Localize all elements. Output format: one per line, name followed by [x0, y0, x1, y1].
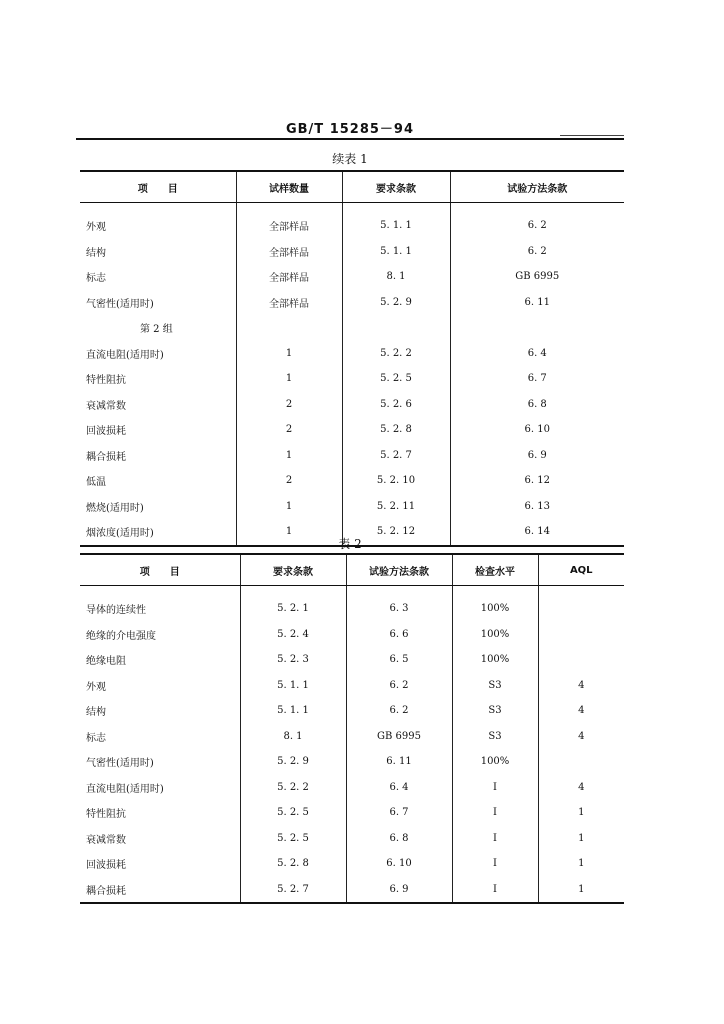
- table-2: [80, 553, 624, 904]
- cell-inspection-level: I: [452, 877, 538, 904]
- cell-test-method: 6. 9: [346, 877, 452, 904]
- cell-aql: [538, 647, 624, 673]
- spacer-cell: [240, 586, 346, 597]
- cell-test-method: 6. 3: [346, 596, 452, 622]
- table-row: [80, 800, 624, 826]
- table1-col-requirement: 要求条款: [342, 171, 450, 203]
- cell-test-method: 6. 11: [450, 290, 624, 316]
- cell-test-method: 6. 10: [450, 417, 624, 443]
- cell-inspection-level: 100%: [452, 749, 538, 775]
- cell-requirement: 5. 2. 8: [240, 851, 346, 877]
- spacer-cell: [80, 203, 236, 214]
- table-row: [80, 213, 624, 239]
- cell-item: 标志: [86, 732, 106, 744]
- cell-requirement: 8. 1: [240, 724, 346, 750]
- cell-item: 导体的连续性: [86, 605, 146, 617]
- table-row: [80, 826, 624, 852]
- table-row: [80, 468, 624, 494]
- table-1: [80, 170, 624, 547]
- table-row: [80, 290, 624, 316]
- header-rule-thin: [560, 135, 624, 136]
- cell-requirement: 5. 1. 1: [240, 673, 346, 699]
- cell-inspection-level: I: [452, 826, 538, 852]
- table1-header-row: [80, 171, 624, 203]
- cell-aql: 1: [538, 800, 624, 826]
- cell-item: 标志: [86, 273, 106, 285]
- cell-requirement: 5. 1. 1: [342, 213, 450, 239]
- cell-item: 衰减常数: [86, 834, 126, 846]
- table-row: [80, 341, 624, 367]
- cell-requirement: 5. 2. 6: [342, 392, 450, 418]
- cell-item: 气密性(适用时): [86, 298, 154, 310]
- cell-inspection-level: 100%: [452, 622, 538, 648]
- cell-test-method: 6. 2: [450, 213, 624, 239]
- cell-sample-qty: 2: [236, 392, 342, 418]
- cell-sample-qty: 1: [236, 341, 342, 367]
- table-row: [80, 366, 624, 392]
- cell-inspection-level: I: [452, 775, 538, 801]
- cell-inspection-level: S3: [452, 724, 538, 750]
- cell-test-method: 6. 4: [346, 775, 452, 801]
- table-row: [80, 596, 624, 622]
- table2-col-item: 项 目: [80, 554, 240, 586]
- row-spacer: [80, 203, 624, 214]
- cell-requirement: 5. 2. 8: [342, 417, 450, 443]
- table1-caption: 续表 1: [332, 152, 368, 166]
- table2-col-requirement: 要求条款: [240, 554, 346, 586]
- header-rule: [76, 138, 624, 140]
- table-row: [80, 749, 624, 775]
- cell-test-method: 6. 13: [450, 494, 624, 520]
- table2-col-inspection-level: 检查水平: [452, 554, 538, 586]
- cell-inspection-level: 100%: [452, 647, 538, 673]
- cell-item: 烟浓度(适用时): [80, 519, 236, 546]
- spacer-cell: [450, 203, 624, 214]
- cell-item: 特性阻抗: [86, 375, 126, 387]
- cell-item: 结构: [86, 707, 106, 719]
- cell-aql: 1: [538, 877, 624, 904]
- cell-sample-qty: 2: [236, 468, 342, 494]
- cell-test-method: 6. 8: [450, 392, 624, 418]
- cell-requirement: [342, 315, 450, 341]
- table-row: [80, 494, 624, 520]
- table-row: [80, 315, 624, 341]
- table2-col-test-method: 试验方法条款: [346, 554, 452, 586]
- cell-sample-qty: 1: [236, 443, 342, 469]
- cell-sample-qty: 全部样品: [236, 213, 342, 239]
- table1-col-item: 项 目: [80, 171, 236, 203]
- cell-aql: [538, 596, 624, 622]
- cell-aql: 4: [538, 775, 624, 801]
- cell-item: 直流电阻(适用时): [86, 783, 164, 795]
- table2-header-row: [80, 554, 624, 586]
- table1-col-sample-qty: 试样数量: [236, 171, 342, 203]
- cell-inspection-level: S3: [452, 698, 538, 724]
- cell-requirement: 5. 2. 9: [240, 749, 346, 775]
- spacer-cell: [452, 586, 538, 597]
- cell-test-method: 6. 7: [450, 366, 624, 392]
- cell-requirement: 5. 2. 10: [342, 468, 450, 494]
- table-row: [80, 724, 624, 750]
- cell-requirement: 5. 2. 5: [342, 366, 450, 392]
- table2-caption: 表 2: [338, 537, 362, 551]
- cell-test-method: 6. 7: [346, 800, 452, 826]
- standard-number: GB/T 15285－94: [285, 122, 415, 137]
- cell-aql: [538, 749, 624, 775]
- cell-item: 绝缘电阻: [86, 656, 126, 668]
- cell-requirement: 5. 2. 2: [342, 341, 450, 367]
- cell-requirement: 5. 2. 7: [342, 443, 450, 469]
- cell-item: 特性阻抗: [86, 809, 126, 821]
- table-row: [80, 622, 624, 648]
- spacer-cell: [80, 586, 240, 597]
- cell-inspection-level: S3: [452, 673, 538, 699]
- cell-sample-qty: 2: [236, 417, 342, 443]
- cell-inspection-level: I: [452, 800, 538, 826]
- cell-item: 外观: [86, 222, 106, 234]
- cell-requirement: 5. 2. 1: [240, 596, 346, 622]
- cell-sample-qty: 全部样品: [236, 290, 342, 316]
- cell-requirement: 5. 2. 7: [240, 877, 346, 904]
- cell-requirement: 5. 2. 2: [240, 775, 346, 801]
- cell-aql: 4: [538, 698, 624, 724]
- table-row: [80, 392, 624, 418]
- table-row: [80, 775, 624, 801]
- cell-sample-qty: 1: [236, 494, 342, 520]
- table-row: [80, 877, 624, 904]
- cell-test-method: 6. 6: [346, 622, 452, 648]
- table-row: [80, 239, 624, 265]
- cell-test-method: 6. 2: [346, 673, 452, 699]
- cell-sample-qty: 1: [236, 519, 342, 546]
- spacer-cell: [538, 586, 624, 597]
- cell-test-method: 6. 12: [450, 468, 624, 494]
- cell-test-method: 6. 2: [346, 698, 452, 724]
- cell-requirement: 5. 2. 11: [342, 494, 450, 520]
- row-spacer: [80, 586, 624, 597]
- spacer-cell: [342, 203, 450, 214]
- group-label: 第 2 组: [140, 324, 173, 336]
- cell-item: 衰减常数: [86, 400, 126, 412]
- cell-aql: 4: [538, 724, 624, 750]
- table1-col-test-method: 试验方法条款: [450, 171, 624, 203]
- table-row: [80, 698, 624, 724]
- cell-item: 外观: [86, 681, 106, 693]
- cell-item: 绝缘的介电强度: [86, 630, 156, 642]
- cell-test-method: 6. 5: [346, 647, 452, 673]
- cell-requirement: 5. 2. 5: [240, 800, 346, 826]
- table-row: [80, 417, 624, 443]
- cell-aql: 1: [538, 851, 624, 877]
- cell-sample-qty: 全部样品: [236, 239, 342, 265]
- cell-requirement: 5. 2. 5: [240, 826, 346, 852]
- cell-requirement: 5. 2. 9: [342, 290, 450, 316]
- cell-aql: [538, 622, 624, 648]
- cell-inspection-level: 100%: [452, 596, 538, 622]
- cell-test-method: [450, 315, 624, 341]
- cell-item: 气密性(适用时): [86, 758, 154, 770]
- cell-item: 直流电阻(适用时): [86, 349, 164, 361]
- cell-sample-qty: [236, 315, 342, 341]
- spacer-cell: [236, 203, 342, 214]
- cell-aql: 4: [538, 673, 624, 699]
- cell-test-method: 6. 11: [346, 749, 452, 775]
- table-row: [80, 851, 624, 877]
- spacer-cell: [346, 586, 452, 597]
- cell-item: 耦合损耗: [86, 451, 126, 463]
- cell-item: 回波损耗: [86, 426, 126, 438]
- cell-aql: 1: [538, 826, 624, 852]
- table-row: [80, 264, 624, 290]
- table-row: [80, 673, 624, 699]
- cell-requirement: 5. 2. 12: [342, 519, 450, 546]
- cell-sample-qty: 1: [236, 366, 342, 392]
- cell-test-method: 6. 14: [450, 519, 624, 546]
- cell-item: 耦合损耗: [80, 877, 240, 904]
- cell-item: 低温: [86, 477, 106, 489]
- cell-requirement: 5. 1. 1: [240, 698, 346, 724]
- cell-sample-qty: 全部样品: [236, 264, 342, 290]
- cell-test-method: 6. 4: [450, 341, 624, 367]
- cell-requirement: 5. 2. 3: [240, 647, 346, 673]
- table-row: [80, 647, 624, 673]
- cell-item: 结构: [86, 247, 106, 259]
- cell-test-method: 6. 9: [450, 443, 624, 469]
- cell-requirement: 8. 1: [342, 264, 450, 290]
- cell-test-method: GB 6995: [346, 724, 452, 750]
- cell-item: 燃烧(适用时): [86, 502, 144, 514]
- table-row: [80, 443, 624, 469]
- cell-test-method: GB 6995: [450, 264, 624, 290]
- cell-test-method: 6. 10: [346, 851, 452, 877]
- cell-test-method: 6. 2: [450, 239, 624, 265]
- table2-col-aql: AQL: [538, 554, 624, 586]
- cell-item: 回波损耗: [86, 860, 126, 872]
- cell-test-method: 6. 8: [346, 826, 452, 852]
- cell-requirement: 5. 1. 1: [342, 239, 450, 265]
- cell-inspection-level: I: [452, 851, 538, 877]
- cell-requirement: 5. 2. 4: [240, 622, 346, 648]
